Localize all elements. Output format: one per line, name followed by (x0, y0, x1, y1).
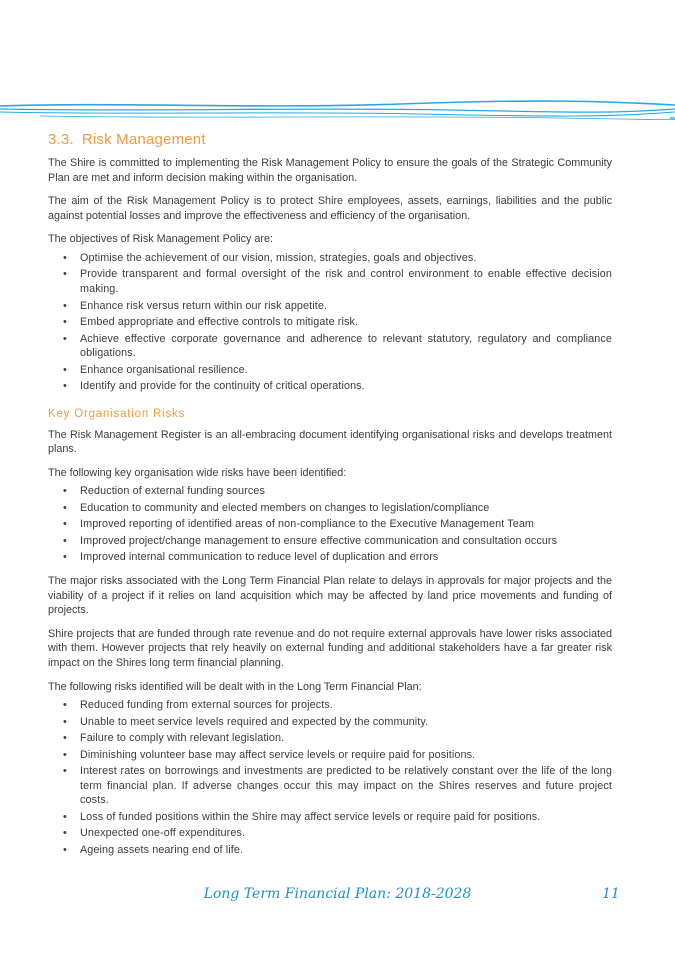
page-content (48, 131, 612, 866)
list-item: • Embed appropriate and effective controls to mitigate risk. (48, 315, 612, 330)
section-title-text: Risk Management (81, 131, 206, 148)
key-risks-list (48, 484, 612, 565)
list-item: • Unable to meet service levels required and expected by the community. (48, 715, 612, 730)
list-item: • Achieve effective corporate governance and adherence to relevant statutory, regulatory and compliance obligations. (48, 332, 612, 361)
list-item: • Interest rates on borrowings and investments are predicted to be relatively constant over the life of the long term financial plan. If adverse changes occur this may impact on the Shires reserves and future project costs. (48, 764, 612, 808)
page-number: 11 (602, 886, 620, 902)
header-wave-decoration (0, 98, 675, 124)
list-item: • Enhance organisational resilience. (48, 363, 612, 378)
intro-paragraph: The Shire is committed to implementing the Risk Management Policy to ensure the goals of the Strategic Community Plan are met and inform decision making within the organisation. (48, 157, 612, 184)
section-number: 3.3. (48, 131, 74, 148)
list-item: • Education to community and elected members on changes to legislation/compliance (48, 501, 612, 516)
body-paragraph: Shire projects that are funded through rate revenue and do not require external approvals have lower risks associated with them. However projects that rely heavily on external funding and additional stakeholders have a far greater risk impact on the Shires long term financial planning. (48, 627, 612, 669)
list-item: • Optimise the achievement of our vision, mission, strategies, goals and objectives. (48, 251, 612, 266)
list-item: • Identify and provide for the continuity of critical operations. (48, 379, 612, 394)
list-item: • Enhance risk versus return within our risk appetite. (48, 299, 612, 314)
list-item: • Provide transparent and formal oversight of the risk and control environment to enable effective decision making. (48, 267, 612, 296)
body-paragraph: The major risks associated with the Long Term Financial Plan relate to delays in approvals for major projects and the viability of a project if it relies on land acquisition which may be affected by land price movements and funding of projects. (48, 574, 612, 617)
list-item: • Diminishing volunteer base may affect service levels or require paid for positions. (48, 748, 612, 763)
subheading-key-risks: Key Organisation Risks (48, 407, 186, 420)
list-item: • Loss of funded positions within the Shire may affect service levels or require paid for positions. (48, 810, 612, 825)
body-paragraph: The following key organisation wide risks have been identified: (48, 466, 347, 479)
intro-paragraph: The objectives of Risk Management Policy are: (48, 233, 274, 246)
plan-risks-list (48, 698, 612, 857)
body-paragraph: The Risk Management Register is an all-embracing document identifying organisational risks and develops treatment plans. (48, 428, 612, 456)
list-item: • Unexpected one-off expenditures. (48, 826, 612, 841)
list-item: • Improved reporting of identified areas of non-compliance to the Executive Management Team (48, 517, 612, 532)
list-item: • Improved internal communication to reduce level of duplication and errors (48, 550, 612, 565)
list-item: • Failure to comply with relevant legislation. (48, 731, 612, 746)
list-item: • Reduced funding from external sources for projects. (48, 698, 612, 713)
intro-paragraph: The aim of the Risk Management Policy is to protect Shire employees, assets, earnings, liabilities and the public against potential losses and improve the effectiveness and efficiency of the organisation. (48, 195, 612, 222)
list-item: • Improved project/change management to ensure effective communication and consultation occurs (48, 534, 612, 549)
objectives-list (48, 251, 612, 394)
section-title (48, 131, 612, 148)
footer-title: Long Term Financial Plan: 2018-2028 (203, 886, 472, 902)
list-item: • Reduction of external funding sources (48, 484, 612, 499)
list-item: • Ageing assets nearing end of life. (48, 843, 612, 858)
body-paragraph: The following risks identified will be dealt with in the Long Term Financial Plan: (48, 680, 422, 693)
